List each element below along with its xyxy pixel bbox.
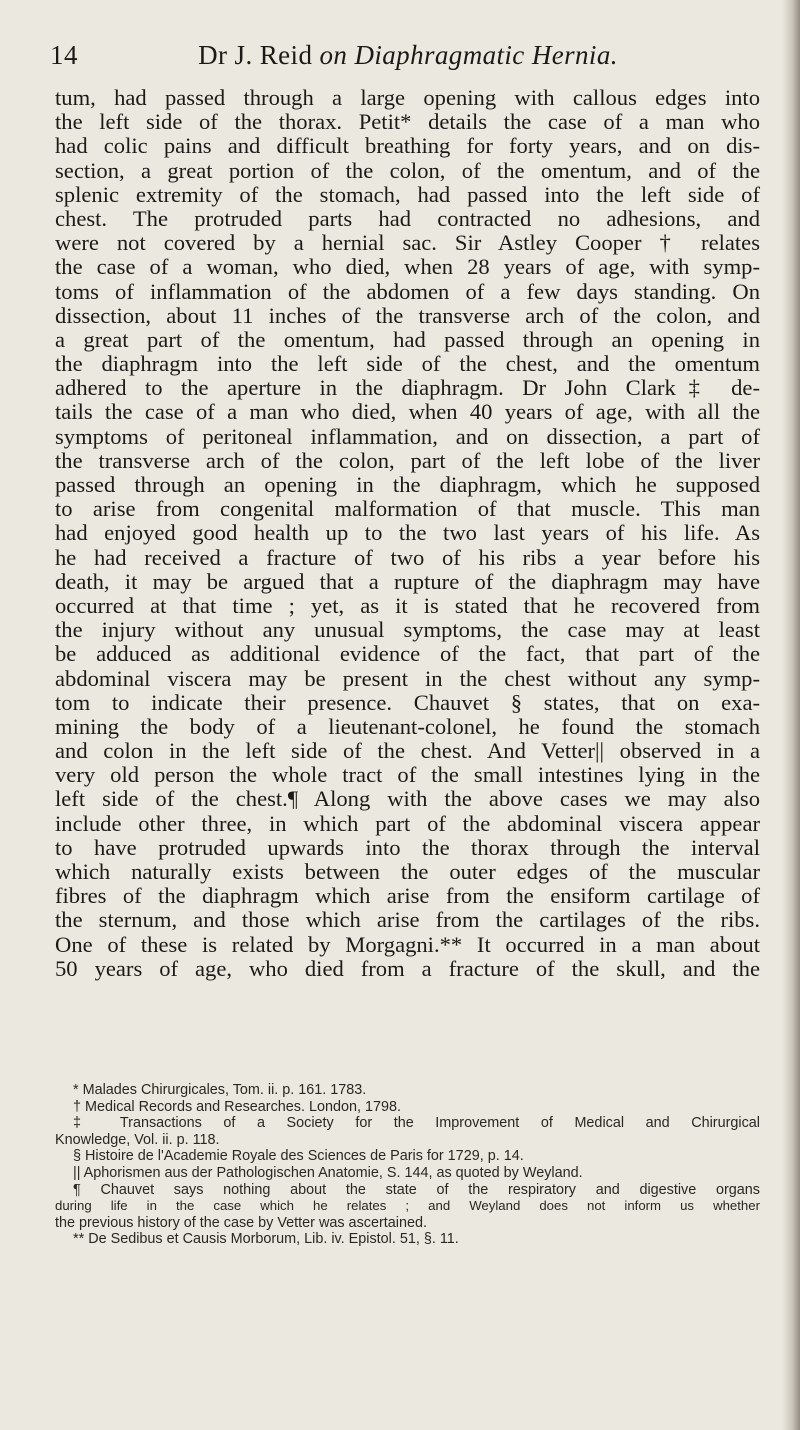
footnote-line: ** De Sedibus et Causis Morborum, Lib. iv. Epistol. 51, §. 11. (73, 1231, 459, 1248)
running-head (98, 40, 718, 71)
body-line: tails the case of a man who died, when 40 years of age, with all the (55, 399, 760, 425)
body-line: he had received a fracture of two of his ribs a year before his (55, 544, 760, 570)
body-line: to have protruded upwards into the thorax through the interval (55, 834, 760, 860)
body-line: to arise from congenital malformation of that muscle. This man (55, 496, 760, 522)
footnote-line: || Aphorismen aus der Pathologischen Anatomie, S. 144, as quoted by Weyland. (73, 1164, 583, 1181)
body-line: the diaphragm into the left side of the chest, and the omentum (55, 351, 760, 377)
body-line: dissection, about 11 inches of the transverse arch of the colon, and (55, 302, 760, 328)
body-line: section, a great portion of the colon, of the omentum, and of the (55, 157, 760, 183)
footnote-line: ¶ Chauvet says nothing about the state of the respiratory and digestive organs (73, 1181, 760, 1198)
body-line: were not covered by a hernial sac. Sir Astley Cooper † relates (55, 230, 760, 256)
body-line: mining the body of a lieutenant-colonel, he found the stomach (55, 713, 760, 739)
body-line: had enjoyed good health up to the two last years of his life. As (55, 520, 760, 546)
body-line: splenic extremity of the stomach, had passed into the left side of (55, 181, 760, 207)
footnotes (55, 1082, 760, 1248)
body-line: passed through an opening in the diaphragm, which he supposed (55, 472, 760, 497)
body-line: tum, had passed through a large opening with callous edges into (55, 85, 760, 110)
footnote-line: during life in the case which he relates ; and Weyland does not inform us whether (55, 1198, 760, 1214)
running-head-title: Diaphragmatic Hernia. (354, 40, 618, 70)
body-line: the case of a woman, who died, when 28 years of age, with symp- (55, 254, 760, 280)
body-line: the transverse arch of the colon, part of the left lobe of the liver (55, 447, 760, 473)
body-line: abdominal viscera may be present in the chest without any symp- (55, 665, 760, 691)
body-line: and colon in the left side of the chest. And Vetter|| observed in a (55, 738, 760, 764)
body-line: very old person the whole tract of the small intestines lying in the (55, 762, 760, 788)
body-line: 50 years of age, who died from a fracture of the skull, and the (55, 955, 760, 981)
body-line: the sternum, and those which arise from the cartilages of the ribs. (55, 907, 760, 933)
page-header (50, 40, 750, 80)
footnote-line: * Malades Chirurgicales, Tom. ii. p. 161. 1783. (73, 1082, 367, 1098)
body-line: had colic pains and difficult breathing for forty years, and on dis- (55, 133, 760, 159)
running-head-on: on (319, 40, 348, 70)
body-line: include other three, in which part of the abdominal viscera appear (55, 810, 760, 836)
footnote-line: the previous history of the case by Vetter was ascertained. (55, 1214, 427, 1231)
body-line: chest. The protruded parts had contracted no adhesions, and (55, 205, 760, 231)
body-line: the left side of the thorax. Petit* details the case of a man who (55, 109, 760, 135)
body-line: be adduced as additional evidence of the fact, that part of the (55, 641, 760, 667)
body-line: a great part of the omentum, had passed through an opening in (55, 326, 760, 352)
body-line: occurred at that time ; yet, as it is stated that he recovered from (55, 592, 760, 618)
body-line: which naturally exists between the outer edges of the muscular (55, 859, 760, 884)
running-head-author: Dr J. Reid (198, 40, 313, 70)
body-line: left side of the chest.¶ Along with the above cases we may also (55, 786, 760, 812)
body-line: toms of inflammation of the abdomen of a few days standing. On (55, 278, 760, 304)
page-number: 14 (50, 40, 78, 70)
footnote-line: † Medical Records and Researches. London, 1798. (73, 1098, 401, 1115)
body-text (55, 86, 760, 981)
page-edge-shadow (782, 0, 800, 1430)
body-line: fibres of the diaphragm which arise from the ensiform cartilage of (55, 883, 760, 909)
body-line: the injury without any unusual symptoms, the case may at least (55, 617, 760, 643)
body-line: One of these is related by Morgagni.** It occurred in a man about (55, 931, 760, 957)
body-line: symptoms of peritoneal inflammation, and on dissection, a part of (55, 423, 760, 449)
body-line: death, it may be argued that a rupture of the diaphragm may have (55, 568, 760, 594)
footnote-line: Knowledge, Vol. ii. p. 118. (55, 1131, 220, 1148)
body-line: adhered to the aperture in the diaphragm. Dr John Clark‡ de- (55, 375, 760, 401)
footnote-line: § Histoire de l'Academie Royale des Sciences de Paris for 1729, p. 14. (73, 1148, 524, 1165)
footnote-line: ‡ Transactions of a Society for the Improvement of Medical and Chirurgical (73, 1115, 760, 1132)
body-line: tom to indicate their presence. Chauvet § states, that on exa- (55, 689, 760, 715)
